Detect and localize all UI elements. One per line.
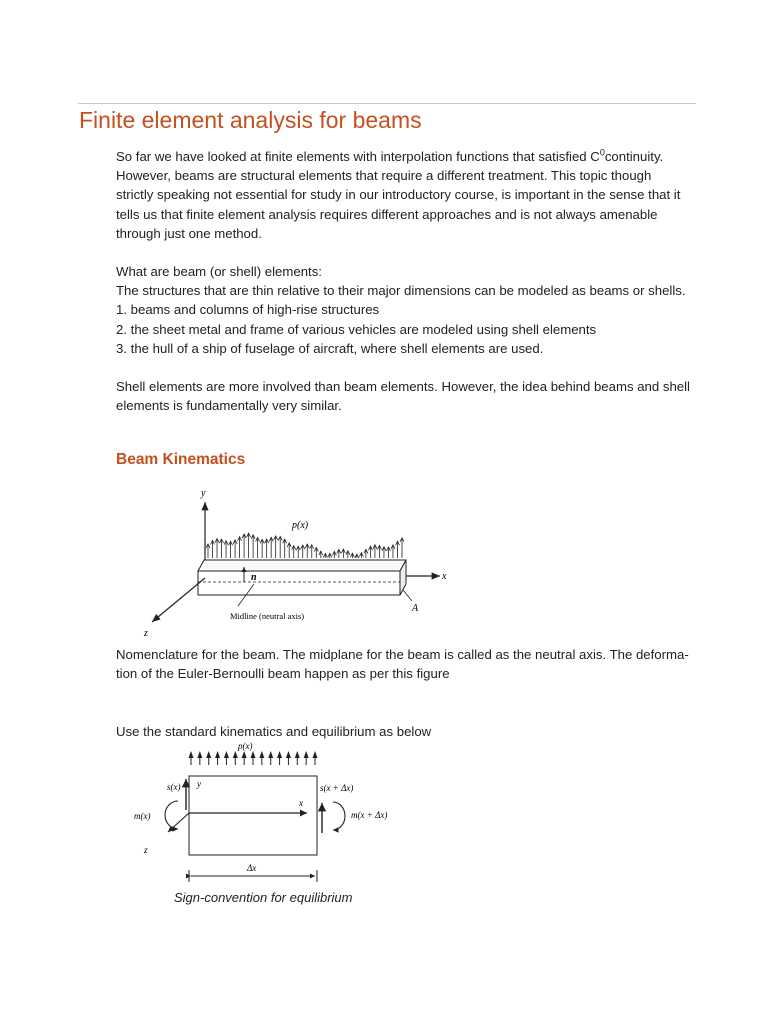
beam-front-face — [198, 571, 400, 595]
load-arrow-head — [224, 751, 229, 758]
z-axis-label: z — [144, 845, 148, 855]
midline-label: Midline (neutral axis) — [230, 611, 305, 621]
elements-paragraph — [116, 262, 696, 358]
x-axis-label: x — [442, 571, 447, 582]
z-axis-arrow — [152, 578, 205, 622]
z-axis-arrow — [168, 813, 189, 832]
nomenclature-line-1: Nomenclature for the beam. The midplane for the beam is called as the neutral axis. The deforma- — [116, 647, 689, 662]
moment-right-arrow — [333, 802, 345, 830]
load-arrow-head — [215, 751, 220, 758]
list-item: 3. the hull of a ship of fuselage of aircraft, where shell elements are used. — [116, 340, 544, 356]
intro-paragraph — [116, 147, 696, 243]
load-arrow-head — [251, 751, 256, 758]
uniform-load-arrows — [189, 751, 318, 765]
shell-paragraph — [116, 377, 696, 415]
area-leader — [403, 590, 412, 601]
elements-definition: The structures that are thin relative to their major dimensions can be modeled as beams or shells. — [116, 283, 686, 299]
sign-convention-figure — [116, 738, 416, 883]
load-arrow-head — [304, 751, 309, 758]
load-arrow-head — [233, 751, 238, 758]
list-item: 2. the sheet metal and frame of various vehicles are modeled using shell elements — [116, 321, 597, 337]
load-arrow-head — [268, 751, 273, 758]
distributed-load-arrows — [206, 533, 404, 558]
intro-line-1: So far we have looked at finite elements with interpolation functions that satisfied $C^0continuity$. — [116, 147, 664, 164]
moment-right-label: m(x + Δx) — [351, 810, 388, 820]
beam-nomenclature-figure — [116, 478, 466, 643]
load-arrow-head — [206, 751, 211, 758]
shell-line-2: elements is fundamentally very similar. — [116, 398, 342, 414]
normal-label: n — [251, 572, 257, 583]
load-arrow-head — [197, 751, 202, 758]
moment-left-label: m(x) — [134, 811, 151, 821]
page-title: Finite element analysis for beams — [79, 107, 422, 133]
load-arrow-head — [242, 751, 247, 758]
intro-line-4: tells us that finite element analysis requires different approaches and is not always amenable — [116, 206, 658, 222]
shear-left-label: s(x) — [167, 782, 181, 792]
figure-caption: Sign-convention for equilibrium — [174, 890, 353, 905]
load-arrow-head — [277, 751, 282, 758]
element-box — [189, 776, 317, 855]
intro-line-5: through just one method. — [116, 225, 262, 241]
dx-label: Δx — [247, 863, 257, 873]
load-arrow-head — [286, 751, 291, 758]
beam-top-face — [198, 560, 406, 571]
intro-line-3: strictly speaking not essential for study in our introductory course, is important in the sense that it — [116, 187, 681, 203]
shear-right-label: s(x + Δx) — [320, 783, 354, 793]
area-label: A — [412, 603, 419, 614]
load-arrow-head — [295, 751, 300, 758]
nomenclature-paragraph — [116, 645, 696, 683]
intro-line-2: However, beams are structural elements that require a different treatment. This topic though — [116, 168, 652, 184]
load-label: p(x) — [292, 520, 309, 531]
elements-question: What are beam (or shell) elements: — [116, 264, 322, 279]
load-arrow-head — [259, 751, 264, 758]
x-axis-label: x — [299, 798, 303, 808]
nomenclature-line-2: tion of the Euler-Bernoulli beam happen as per this figure — [116, 666, 450, 682]
y-axis-label: y — [201, 488, 206, 499]
y-axis-label: y — [197, 779, 201, 789]
section-title-beam-kinematics: Beam Kinematics — [116, 451, 246, 468]
load-label: p(x) — [238, 741, 253, 751]
list-item: 1. beams and columns of high-rise structures — [116, 302, 380, 318]
kinematics-intro: Use the standard kinematics and equilibrium as below — [116, 724, 432, 739]
load-arrow-head — [313, 751, 318, 758]
load-arrow-head — [189, 751, 194, 758]
shell-line-1: Shell elements are more involved than beam elements. However, the idea behind beams and shell — [116, 379, 690, 394]
header-rule — [78, 103, 696, 104]
z-axis-label: z — [144, 628, 148, 639]
